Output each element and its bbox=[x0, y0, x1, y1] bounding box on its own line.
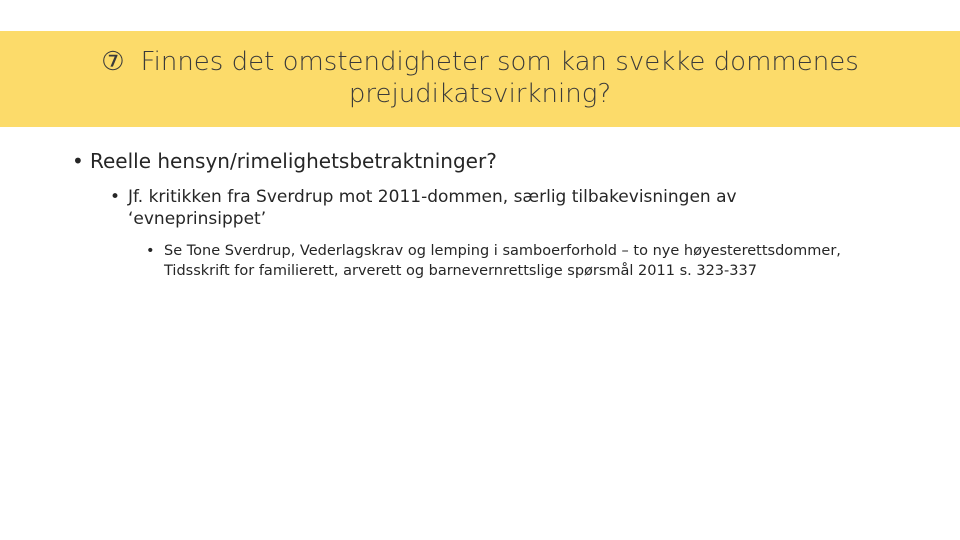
bullet-level-2 bbox=[110, 186, 850, 230]
bullet-marker: • bbox=[72, 149, 84, 173]
title-line-2: prejudikatsvirkning? bbox=[348, 79, 612, 109]
bullet-marker: • bbox=[110, 187, 121, 207]
bullet-level-3 bbox=[146, 241, 886, 281]
title-line-1 bbox=[60, 46, 900, 78]
title-text-1: Finnes det omstendigheter som kan svekke dommenes bbox=[140, 47, 859, 77]
bullet-level-1 bbox=[72, 148, 912, 174]
bullet-text: Jf. kritikken fra Sverdrup mot 2011-dommen, særlig tilbakevisningen av ‘evneprinsippet’ bbox=[128, 187, 737, 229]
title-number: ⑦ bbox=[101, 47, 125, 77]
bullet-text: Reelle hensyn/rimelighetsbetraktninger? bbox=[90, 149, 497, 173]
bullet-marker: • bbox=[146, 243, 155, 259]
bullet-text: Se Tone Sverdrup, Vederlagskrav og lemping i samboerforhold – to nye høyesterettsdommer, Tidsskrift for familierett, arverett og barnevernrettslige spørsmål 2011 s. 323-337 bbox=[164, 243, 841, 279]
slide-title bbox=[60, 46, 900, 110]
